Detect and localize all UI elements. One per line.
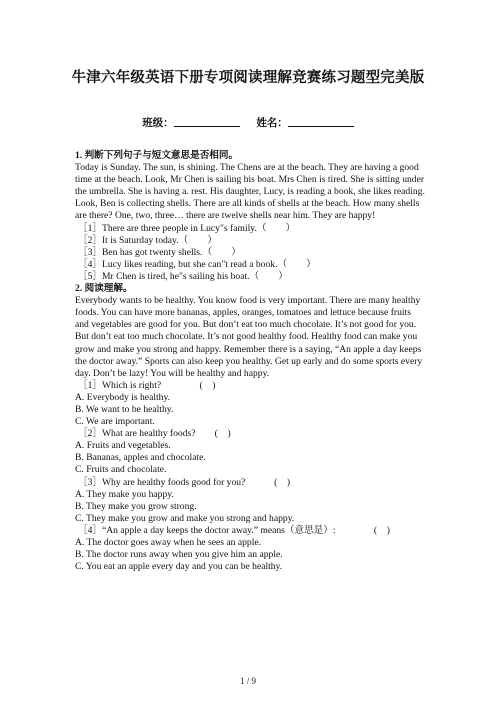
option: A. Everybody is healthy. xyxy=(75,391,171,403)
option: B. We want to be healthy. xyxy=(75,403,174,415)
option: B. Bananas, apples and chocolate. xyxy=(75,452,206,464)
section1-heading: 1. 判断下列句子与短文意思是否相同。 xyxy=(75,150,239,161)
option: B. They make you grow strong. xyxy=(75,500,197,512)
judge-item: ［2］It is Saturday today.（ ） xyxy=(78,234,218,246)
student-info-line xyxy=(0,115,496,130)
section2-passage: Everybody wants to be healthy. You know food is very important. There are many healthy foods. You can have more bananas, apples, oranges, tomatoes and lettuce because fruits and vegetables are good for you. But don’t eat too much chocolate. It’s not good for you. But don’t eat too much chocolate. It’s not good healthy food. Healthy food can make you grow and make you strong and happy. Remember there is a saying, “An apple a day keeps the doctor away.” Sports can also keep you healthy. Get up early and do some sports every day. Don’t be lazy! You will be healthy and happy. xyxy=(75,295,423,379)
option: C. We are important. xyxy=(75,416,155,428)
question: ［2］What are healthy foods? ( ) xyxy=(78,428,231,440)
option: C. They make you grow and make you strong and happy. xyxy=(75,512,295,524)
section1-passage: Today is Sunday. The sun, is shining. The Chens are at the beach. They are having a good time at the beach. Look, Mr Chen is sailing his boat. Mrs Chen is tired. She is sitting under the umbrella. She is having a. rest. His daughter, Lucy, is reading a book, she likes reading. Look, Ben is collecting shells. There are all kinds of shells at the beach. How many shells are there? One, two, three… there are twelve shells near him. They are happy! xyxy=(75,162,425,222)
judge-item: ［5］Mr Chen is tired, he"s sailing his boat.（ ） xyxy=(78,270,288,282)
option: A. The doctor goes away when he sees an apple. xyxy=(75,537,262,548)
class-label: 班级： xyxy=(142,118,174,129)
judge-item: ［3］Ben has got twenty shells.（ ） xyxy=(78,246,241,258)
question: ［1］Which is right? ( ) xyxy=(78,379,216,391)
judge-item: ［4］Lucy likes reading, but she can"t read a book.（ ） xyxy=(78,258,316,270)
option: C. Fruits and chocolate. xyxy=(75,464,167,476)
option: B. The doctor runs away when you give him an apple. xyxy=(75,549,283,561)
question: ［4］“An apple a day keeps the doctor away.” means（意思是）: ( ) xyxy=(78,524,390,536)
page-number: 1 / 9 xyxy=(239,676,256,686)
option: C. You eat an apple every day and you can be healthy. xyxy=(75,561,283,573)
exercise-content xyxy=(75,150,425,573)
judge-item: ［1］There are three people in Lucy"s family.（ ） xyxy=(78,222,296,234)
name-label: 姓名： xyxy=(256,118,288,129)
class-blank[interactable] xyxy=(174,116,240,127)
section2-heading: 2. 阅读理解。 xyxy=(75,283,133,295)
page-title: 牛津六年级英语下册专项阅读理解竞赛练习题型完美版 xyxy=(71,70,425,86)
question: ［3］Why are healthy foods good for you? ( ) xyxy=(78,476,291,488)
name-blank[interactable] xyxy=(288,116,354,127)
option: A. Fruits and vegetables. xyxy=(75,440,171,452)
option: A. They make you happy. xyxy=(75,488,174,500)
